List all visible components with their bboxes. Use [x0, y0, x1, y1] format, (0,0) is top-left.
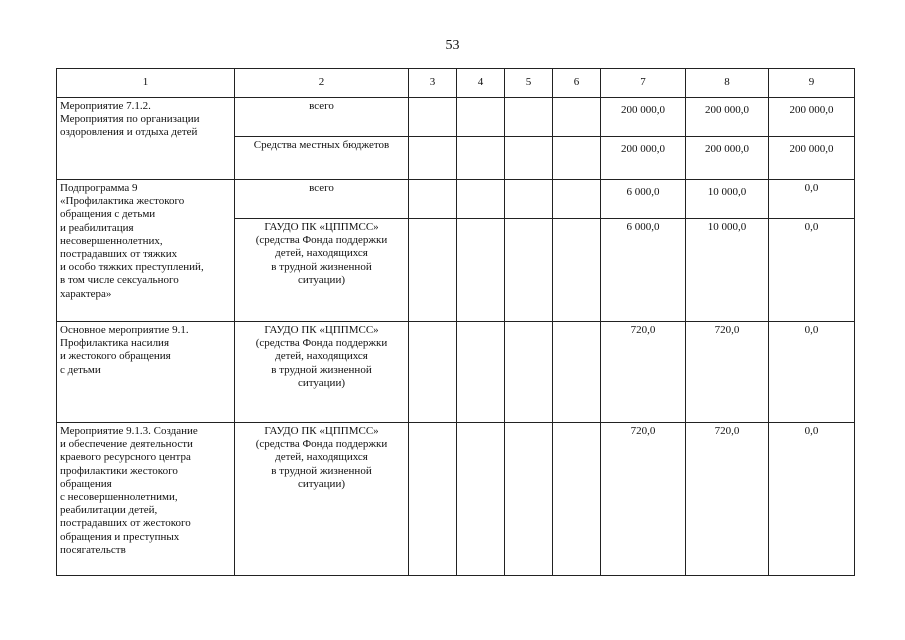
column-header: 9 [769, 69, 855, 98]
value-cell-col8: 10 000,0 [686, 219, 769, 322]
program-name-cell [57, 98, 235, 180]
value-cell-col8: 720,0 [686, 423, 769, 576]
value-cell-col6 [553, 137, 601, 180]
column-header: 1 [57, 69, 235, 98]
value-cell-col5 [505, 98, 553, 137]
value-cell-col7: 6 000,0 [601, 219, 686, 322]
column-header: 5 [505, 69, 553, 98]
column-header: 6 [553, 69, 601, 98]
value-cell-col4 [457, 219, 505, 322]
value-cell-col9: 0,0 [769, 180, 855, 219]
value-cell-col5 [505, 180, 553, 219]
table-row [57, 98, 855, 137]
program-name: Подпрограмма 9 «Профилактика жестокого обращения с детьми и реабилитация несовершеннолетних, пострадавших от тяжких и особо тяжких преступлений, в том числе сексуального характера» [60, 182, 204, 300]
value-cell-col4 [457, 137, 505, 180]
funding-source-cell [235, 423, 409, 576]
column-header: 8 [686, 69, 769, 98]
column-header: 2 [235, 69, 409, 98]
value-cell-col3 [409, 98, 457, 137]
value-cell-col7: 200 000,0 [601, 137, 686, 180]
funding-source-cell [235, 322, 409, 423]
funding-source: ГАУДО ПК «ЦППМСС» (средства Фонда поддержки детей, находящихся в трудной жизненной ситуации) [255, 324, 388, 389]
table-row [57, 322, 855, 423]
value-cell-col8: 200 000,0 [686, 137, 769, 180]
value-cell-col6 [553, 180, 601, 219]
funding-source: ГАУДО ПК «ЦППМСС» (средства Фонда поддержки детей, находящихся в трудной жизненной ситуации) [255, 425, 388, 490]
value-cell-col3 [409, 322, 457, 423]
value-cell-col5 [505, 219, 553, 322]
value-cell-col7: 720,0 [601, 423, 686, 576]
value-cell-col8: 10 000,0 [686, 180, 769, 219]
program-name: Мероприятие 7.1.2. Мероприятия по организации оздоровления и отдыха детей [60, 100, 200, 139]
funding-source-cell [235, 219, 409, 322]
value-cell-col6 [553, 98, 601, 137]
value-cell-col9: 200 000,0 [769, 98, 855, 137]
program-name-cell [57, 423, 235, 576]
value-cell-col9: 0,0 [769, 423, 855, 576]
value-cell-col9: 0,0 [769, 219, 855, 322]
value-cell-col4 [457, 98, 505, 137]
value-cell-col6 [553, 322, 601, 423]
column-header: 3 [409, 69, 457, 98]
column-header: 7 [601, 69, 686, 98]
funding-source-cell [235, 180, 409, 219]
page-number: 53 [445, 38, 460, 53]
program-name: Мероприятие 9.1.3. Создание и обеспечение деятельности краевого ресурсного центра профилактики жестокого обращения с несовершеннолетними, реабилитации детей, пострадавших от жестокого обращения и преступных посягательств [60, 425, 198, 556]
value-cell-col3 [409, 423, 457, 576]
funding-source: всего [309, 100, 334, 112]
value-cell-col5 [505, 423, 553, 576]
value-cell-col4 [457, 423, 505, 576]
header-row [57, 69, 855, 98]
value-cell-col7: 720,0 [601, 322, 686, 423]
value-cell-col6 [553, 423, 601, 576]
funding-source: Средства местных бюджетов [253, 139, 390, 151]
value-cell-col6 [553, 219, 601, 322]
value-cell-col3 [409, 180, 457, 219]
program-name-cell [57, 180, 235, 322]
funding-source-cell [235, 98, 409, 137]
value-cell-col9: 0,0 [769, 322, 855, 423]
value-cell-col9: 200 000,0 [769, 137, 855, 180]
value-cell-col7: 200 000,0 [601, 98, 686, 137]
program-name: Основное мероприятие 9.1. Профилактика насилия и жестокого обращения с детьми [60, 324, 189, 376]
funding-source: всего [309, 182, 334, 194]
table-row [57, 180, 855, 219]
table-row [57, 423, 855, 576]
funding-source-cell [235, 137, 409, 180]
value-cell-col8: 200 000,0 [686, 98, 769, 137]
value-cell-col4 [457, 322, 505, 423]
value-cell-col7: 6 000,0 [601, 180, 686, 219]
funding-source: ГАУДО ПК «ЦППМСС» (средства Фонда поддержки детей, находящихся в трудной жизненной ситуации) [255, 221, 388, 286]
program-name-cell [57, 322, 235, 423]
value-cell-col4 [457, 180, 505, 219]
value-cell-col5 [505, 322, 553, 423]
value-cell-col3 [409, 219, 457, 322]
value-cell-col8: 720,0 [686, 322, 769, 423]
budget-table [56, 68, 855, 576]
value-cell-col5 [505, 137, 553, 180]
column-header: 4 [457, 69, 505, 98]
value-cell-col3 [409, 137, 457, 180]
